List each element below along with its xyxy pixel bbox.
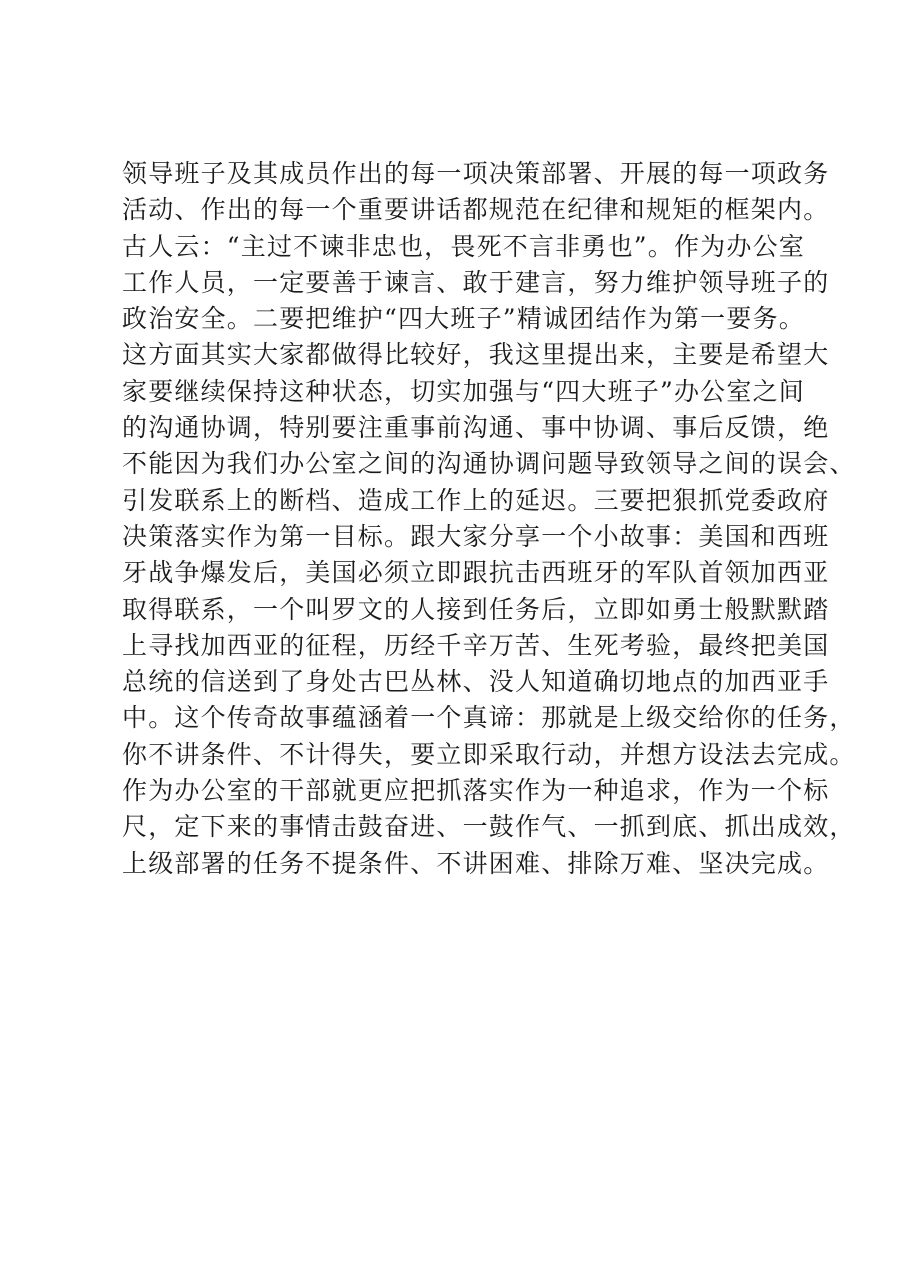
text-line: 活动、作出的每一个重要讲话都规范在纪律和规矩的框架内。 [122, 195, 830, 225]
text-line: 牙战争爆发后，美国必须立即跟抗击西班牙的军队首领加西亚 [122, 558, 830, 588]
text-line: 家要继续保持这种状态，切实加强与“四大班子”办公室之间 [122, 376, 805, 406]
text-line: 作为办公室的干部就更应把抓落实作为一种追求，作为一个标 [122, 776, 830, 806]
text-line: 上级部署的任务不提条件、不讲困难、排除万难、坚决完成。 [122, 848, 830, 878]
text-line: 总统的信送到了身处古巴丛林、没人知道确切地点的加西亚手 [122, 667, 830, 697]
text-line: 取得联系，一个叫罗文的人接到任务后，立即如勇士般默默踏 [122, 594, 830, 624]
text-line: 中。这个传奇故事蕴涵着一个真谛：那就是上级交给你的任务， [122, 703, 856, 733]
text-line: 政治安全。二要把维护“四大班子”精诚团结作为第一要务。 [122, 304, 805, 334]
text-line: 不能因为我们办公室之间的沟通协调问题导致领导之间的误会、 [122, 449, 856, 479]
text-line: 你不讲条件、不计得失，要立即采取行动，并想方设法去完成。 [122, 739, 856, 769]
text-line: 决策落实作为第一目标。跟大家分享一个小故事：美国和西班 [122, 521, 830, 551]
text-line: 古人云：“主过不谏非忠也，畏死不言非勇也”。作为办公室 [122, 231, 805, 261]
text-line: 的沟通协调，特别要注重事前沟通、事中协调、事后反馈，绝 [122, 413, 830, 443]
text-line: 领导班子及其成员作出的每一项决策部署、开展的每一项政务 [122, 159, 830, 188]
body-paragraph [122, 156, 856, 882]
text-line: 尺，定下来的事情击鼓奋进、一鼓作气、一抓到底、抓出成效， [122, 812, 856, 842]
text-line: 工作人员，一定要善于谏言、敢于建言，努力维护领导班子的 [122, 267, 830, 297]
text-line: 这方面其实大家都做得比较好，我这里提出来，主要是希望大 [122, 340, 830, 370]
text-line: 上寻找加西亚的征程，历经千辛万苦、生死考验，最终把美国 [122, 630, 830, 660]
text-line: 引发联系上的断档、造成工作上的延迟。三要把狠抓党委政府 [122, 485, 830, 515]
